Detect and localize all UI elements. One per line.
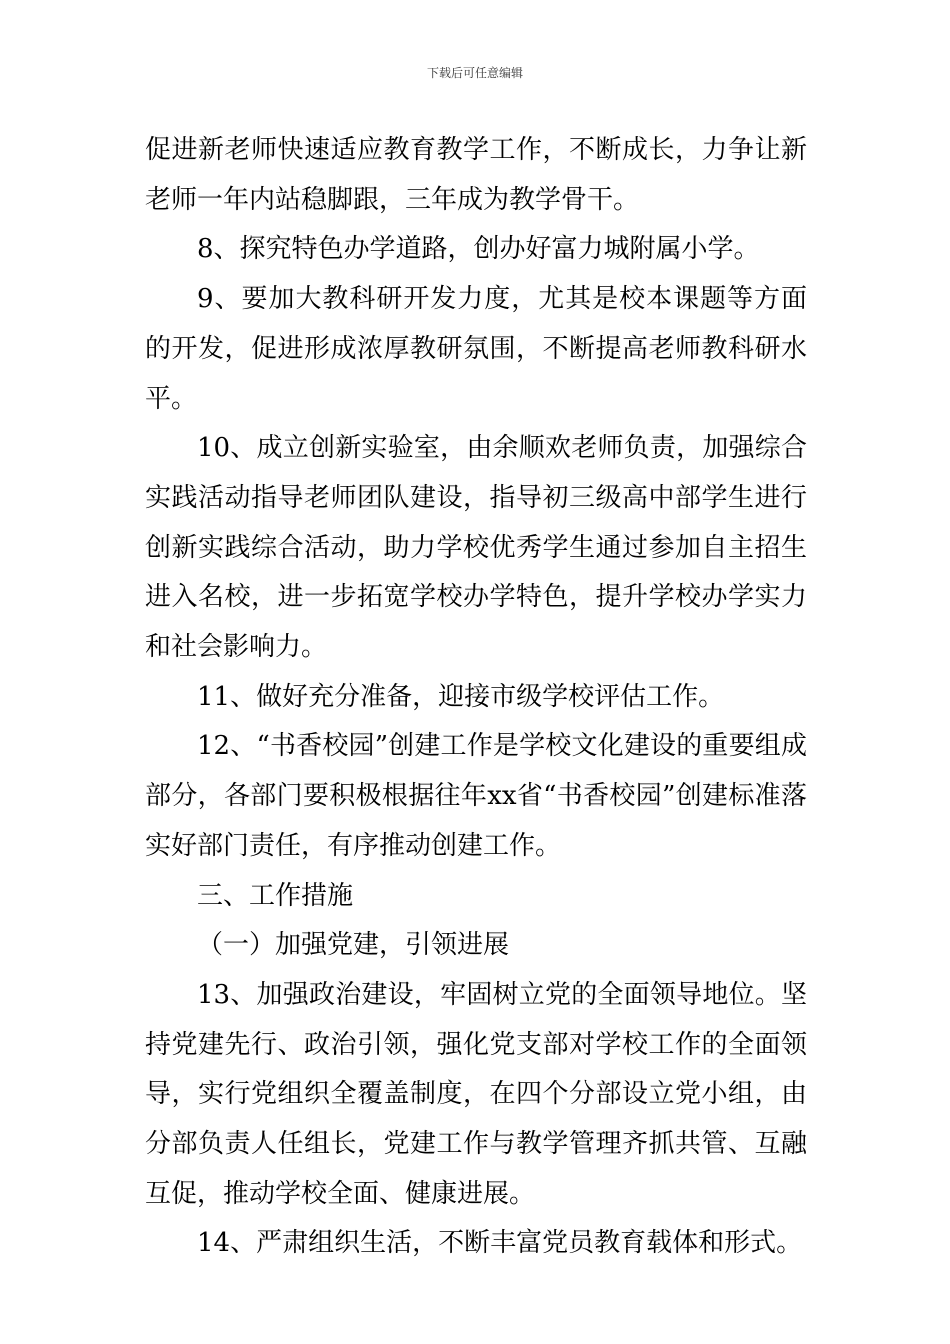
paragraph-item-9: 9、要加大教科研开发力度，尤其是校本课题等方面的开发，促进形成浓厚教研氛围，不断提高老师教科研水平。	[145, 284, 807, 414]
paragraph-item-10: 10、成立创新实验室，由余顺欢老师负责，加强综合实践活动指导老师团队建设，指导初三级高中部学生进行创新实践综合活动，助力学校优秀学生通过参加自主招生进入名校，进一步拓宽学校办学特色，提升学校办学实力和社会影响力。	[145, 433, 807, 663]
paragraph-item-11: 11、做好充分准备，迎接市级学校评估工作。	[197, 681, 725, 712]
document-body	[145, 126, 807, 1269]
paragraph-item-8: 8、探究特色办学道路，创办好富力城附属小学。	[197, 234, 760, 265]
paragraph-item-13: 13、加强政治建设，牢固树立党的全面领导地位。坚持党建先行、政治引领，强化党支部对学校工作的全面领导，实行党组织全覆盖制度，在四个分部设立党小组，由分部负责人任组长，党建工作与教学管理齐抓共管、互融互促，推动学校全面、健康进展。	[145, 979, 807, 1209]
paragraph-item-12: 12、“书香校园”创建工作是学校文化建设的重要组成部分，各部门要积极根据往年xx省“书香校园”创建标准落实好部门责任，有序推动创建工作。	[145, 731, 807, 861]
paragraph-item-14: 14、严肃组织生活，不断丰富党员教育载体和形式。	[197, 1228, 803, 1259]
section-heading: 三、工作措施	[197, 880, 354, 911]
subsection-heading: （一）加强党建，引领进展	[197, 930, 510, 961]
paragraph-continuation: 促进新老师快速适应教育教学工作，不断成长，力争让新老师一年内站稳脚跟，三年成为教学骨干。	[145, 135, 807, 215]
page-header: 下载后可任意编辑	[426, 66, 523, 80]
